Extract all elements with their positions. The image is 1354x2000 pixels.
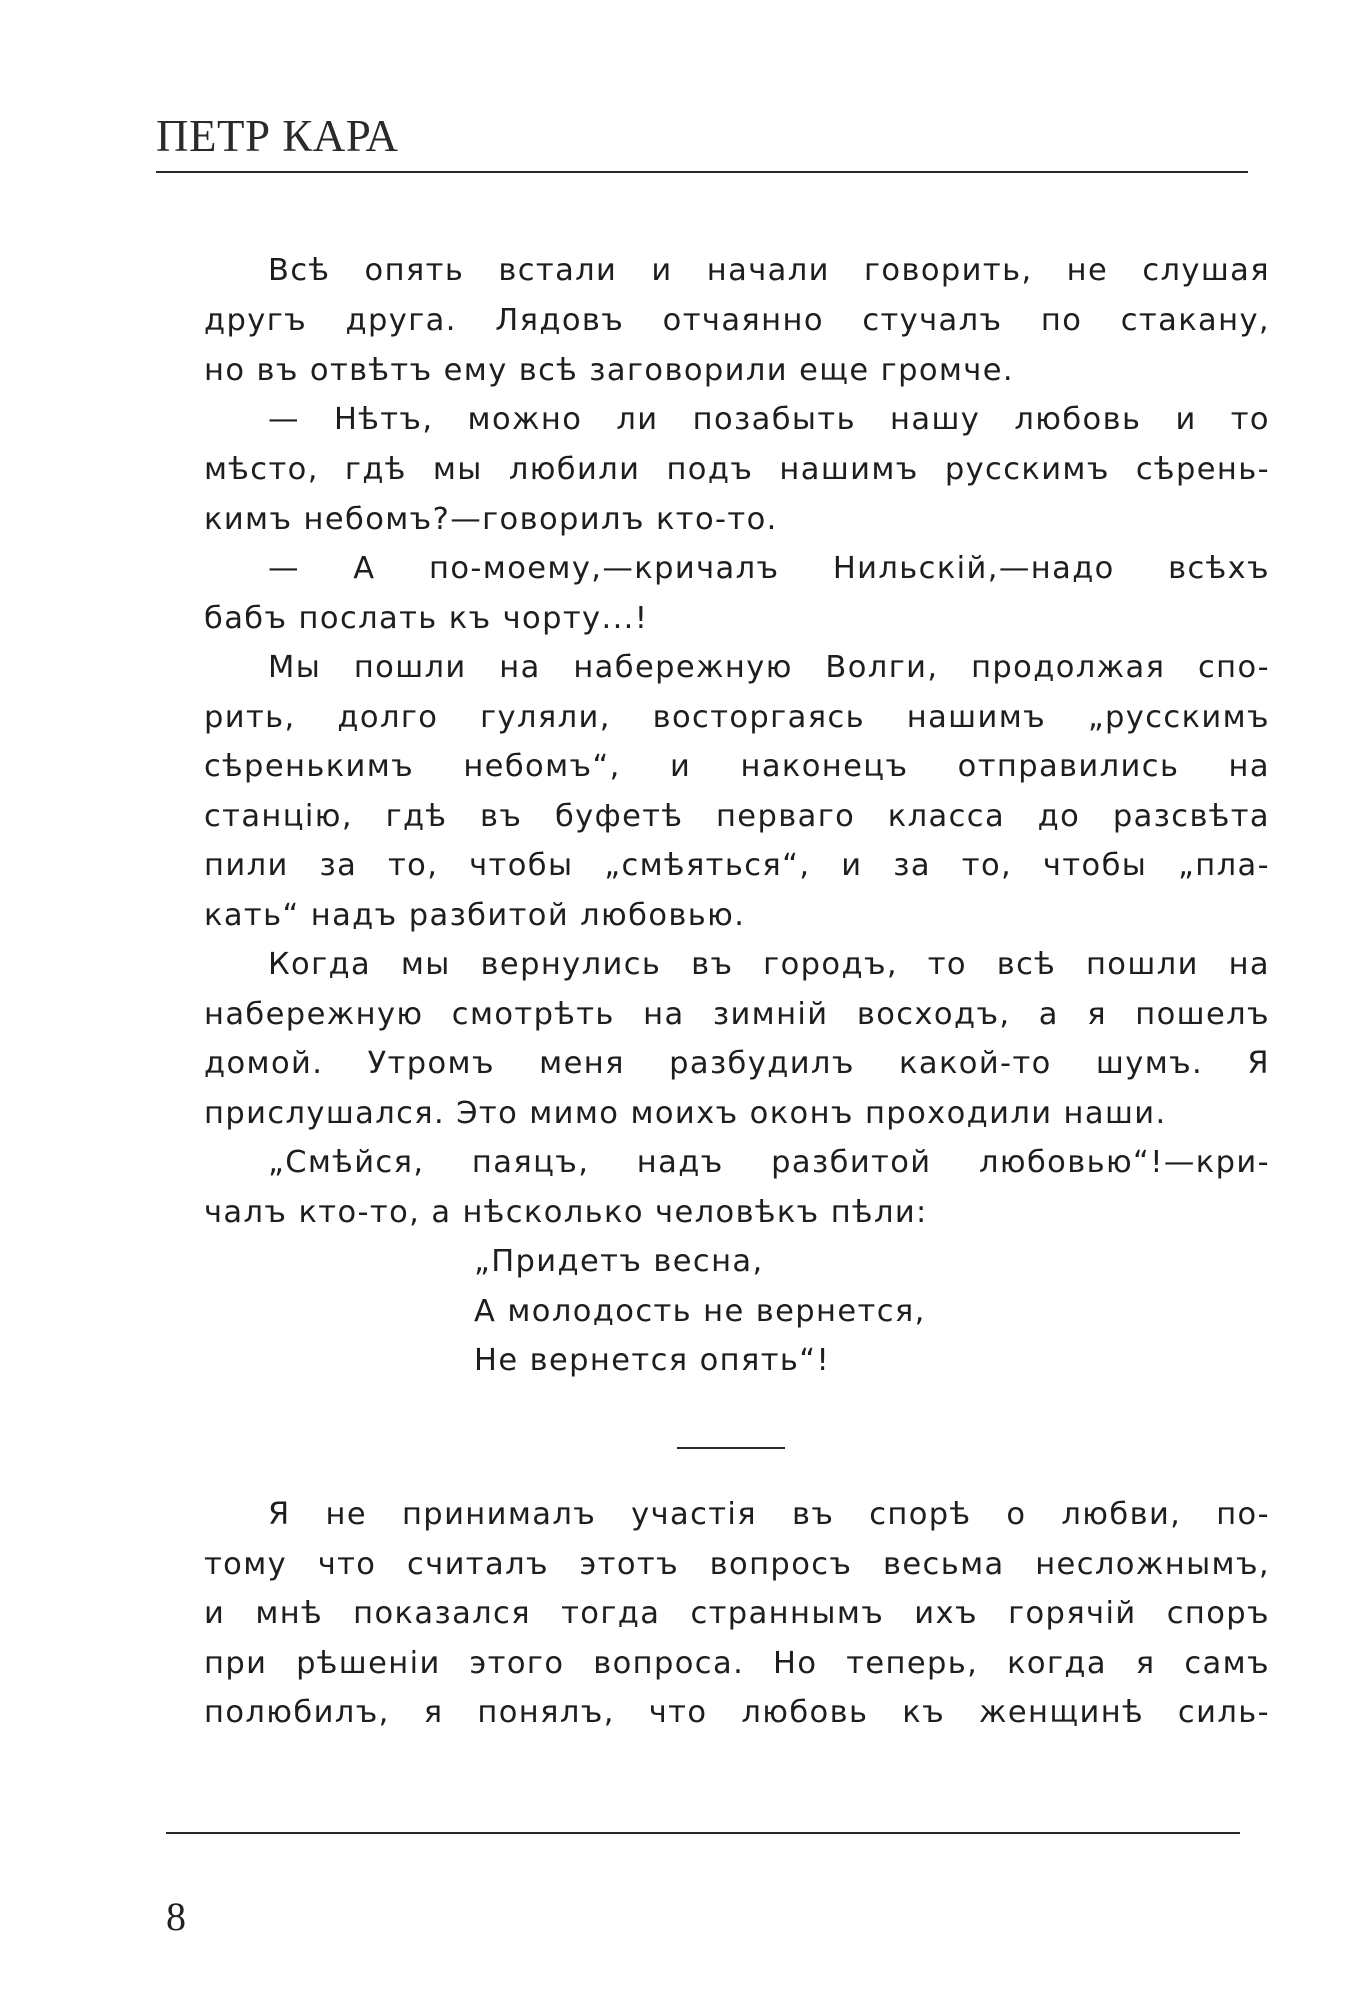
paragraph-4-line-2: рить, долго гуляли, восторгаясь нашимъ „русскимъ [204, 700, 1270, 735]
song-verse-line-3: Не вернется опять“! [474, 1343, 831, 1378]
paragraph-1-line-1: Всѣ опять встали и начали говорить, не слушая [268, 253, 1270, 288]
running-title: ПЕТР КАРА [156, 111, 399, 161]
paragraph-4-line-1: Мы пошли на набережную Волги, продолжая спо- [268, 650, 1270, 685]
paragraph-7-line-5: полюбилъ, я понялъ, что любовь къ женщинѣ силь- [204, 1695, 1270, 1730]
paragraph-4-line-3: сѣренькимъ небомъ“, и наконецъ отправились на [204, 749, 1270, 784]
page-body [204, 0, 1270, 1800]
paragraph-7-line-1: Я не принималъ участія въ спорѣ о любви, по- [268, 1497, 1270, 1532]
paragraph-3-line-1: — А по-моему,—кричалъ Нильскій,—надо всѣхъ [268, 551, 1270, 586]
footer-rule [166, 1832, 1240, 1834]
paragraph-1-line-2: другъ друга. Лядовъ отчаянно стучалъ по стакану, [204, 303, 1270, 338]
paragraph-2-line-3: кимъ небомъ?—говорилъ кто-то. [204, 502, 778, 537]
paragraph-5-line-3: домой. Утромъ меня разбудилъ какой-то шумъ. Я [204, 1046, 1270, 1081]
paragraph-1-line-3: но въ отвѣтъ ему всѣ заговорили еще громче. [204, 353, 1014, 388]
paragraph-4-line-4: станцію, гдѣ въ буфетѣ перваго класса до разсвѣта [204, 799, 1270, 834]
song-verse-line-2: А молодость не вернется, [474, 1294, 926, 1329]
paragraph-6-line-2: чалъ кто-то, а нѣсколько человѣкъ пѣли: [204, 1195, 928, 1230]
page-number: 8 [166, 1894, 186, 1939]
section-separator [677, 1447, 785, 1449]
paragraph-7-line-2: тому что считалъ этотъ вопросъ весьма несложнымъ, [204, 1547, 1270, 1582]
paragraph-7-line-3: и мнѣ показался тогда страннымъ ихъ горячій споръ [204, 1596, 1270, 1631]
paragraph-2-line-1: — Нѣтъ, можно ли позабыть нашу любовь и то [268, 402, 1270, 437]
paragraph-5-line-1: Когда мы вернулись въ городъ, то всѣ пошли на [268, 947, 1270, 982]
paragraph-4-line-5: пили за то, чтобы „смѣяться“, и за то, чтобы „пла- [204, 848, 1270, 883]
paragraph-2-line-2: мѣсто, гдѣ мы любили подъ нашимъ русскимъ сѣрень- [204, 452, 1270, 487]
paragraph-7-line-4: при рѣшеніи этого вопроса. Но теперь, когда я самъ [204, 1646, 1270, 1681]
paragraph-6-line-1: „Смѣйся, паяцъ, надъ разбитой любовью“!—кри- [268, 1145, 1270, 1180]
paragraph-4-line-6: кать“ надъ разбитой любовью. [204, 898, 746, 933]
paragraph-5-line-2: набережную смотрѣть на зимній восходъ, а я пошелъ [204, 997, 1270, 1032]
song-verse-line-1: „Придетъ весна, [474, 1244, 764, 1279]
paragraph-5-line-4: прислушался. Это мимо моихъ оконъ проходили наши. [204, 1096, 1167, 1131]
paragraph-3-line-2: бабъ послать къ чорту...! [204, 601, 649, 636]
